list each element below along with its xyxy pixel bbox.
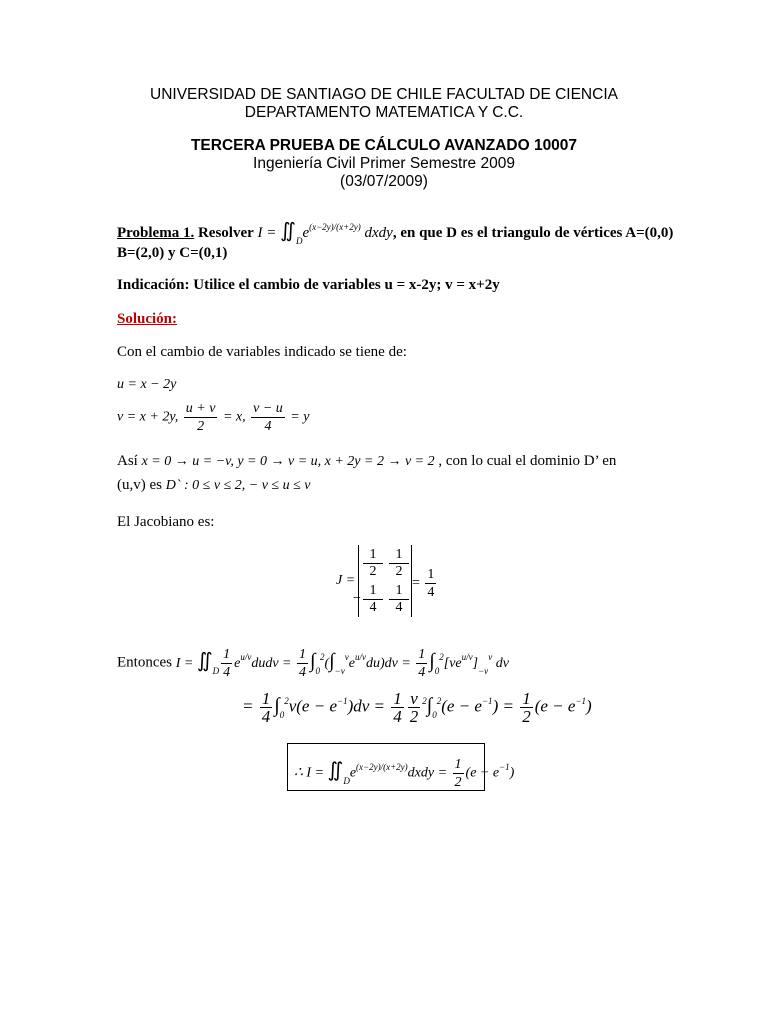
asi-word: Así [117, 453, 138, 469]
second-equation: = $\frac{1}{4}$ $\int_0^2v(e - e^{-1})dv$ = $\frac{1}{4}$ $\frac{v}{2}$ $^2\int_0^2(e - e^{-1})$ = $\frac{1}{2}$ $(e - e^{-1})$ [242, 689, 592, 726]
jacobian-determinant [353, 545, 412, 617]
problem-statement [117, 218, 674, 246]
problem-vertices: B=(2,0) y C=(0,1) [117, 245, 228, 261]
asi-line [117, 453, 616, 470]
det-a21: 1 4 [363, 583, 383, 616]
eq-u: u = x − 2y [117, 377, 177, 392]
jacobian-intro: El Jacobiano es: [117, 514, 215, 530]
eq-v: v = x + 2y, [117, 409, 179, 425]
department-line: DEPARTAMENTO MATEMATICA Y C.C. [244, 104, 524, 121]
eq-y: = y [290, 409, 310, 425]
eq-x: = x, [222, 409, 246, 425]
jacobian-symbol: J = [336, 573, 356, 588]
domain-prefix: (u,v) es [117, 477, 162, 493]
eq-v-row [117, 400, 309, 435]
resolver-word: Resolver [197, 225, 254, 241]
solution-intro: Con el cambio de variables indicado se tiene de: [117, 344, 407, 360]
asi-equations: x = 0 → u = −v, y = 0 → v = u, x + 2y = 2 → v = 2 [141, 454, 435, 469]
problem-text: , en que D es el triangulo de vértices A=(0,0) [392, 225, 674, 241]
det-a11: 1 2 [363, 547, 383, 580]
final-result-box [287, 743, 515, 791]
frac-y: $\frac{v - u}{4}$ [253, 401, 283, 434]
asi-text: , con lo cual el dominio D’ en [438, 453, 617, 469]
entonces-equation: $I = ∬_D$ $\frac{1}{4}$ $e^{u/v}dudv$ = $\frac{1}{4}$ $\int_0^2(\int_{-v}^ve^{u/v}du)dv$ = $\frac{1}{4}$ $\int_0^2[ve^{u/v}]_{-v}^v$ dv [175, 647, 509, 680]
exam-subtitle: Ingeniería Civil Primer Semestre 2009 [253, 155, 515, 172]
entonces-word: Entonces [117, 654, 172, 671]
det-a12: 1 2 [389, 547, 409, 580]
domain-line [117, 477, 311, 494]
exam-title: TERCERA PRUEBA DE CÁLCULO AVANZADO 10007 [190, 137, 578, 154]
entonces-line [117, 646, 509, 681]
solution-heading: Solución: [117, 311, 178, 327]
university-line: UNIVERSIDAD DE SANTIAGO DE CHILE FACULTAD DE CIENCIA [150, 86, 618, 103]
det-minus: − [353, 591, 361, 606]
final-result: ∴ $I = ∬_De^{(x-2y)/(x+2y)}dxdy$ = $\frac{1}{2}$ $(e - e^{-1})$ [294, 757, 515, 790]
domain-set: D` : 0 ≤ v ≤ 2, − v ≤ u ≤ v [165, 478, 311, 493]
exam-date: (03/07/2009) [340, 173, 428, 190]
hint: Indicación: Utilice el cambio de variables u = x-2y; v = x+2y [117, 277, 500, 293]
problem-label: Problema 1. [117, 225, 195, 241]
frac-x: $\frac{u + v}{2}$ [185, 401, 216, 434]
integral-expression: $I = ∬_De^{(x-2y)/(x+2y)}$ dxdy [257, 220, 393, 246]
jacobian-result: = $\frac{1}{4}$ [412, 567, 435, 600]
det-a22: 1 4 [389, 583, 409, 616]
